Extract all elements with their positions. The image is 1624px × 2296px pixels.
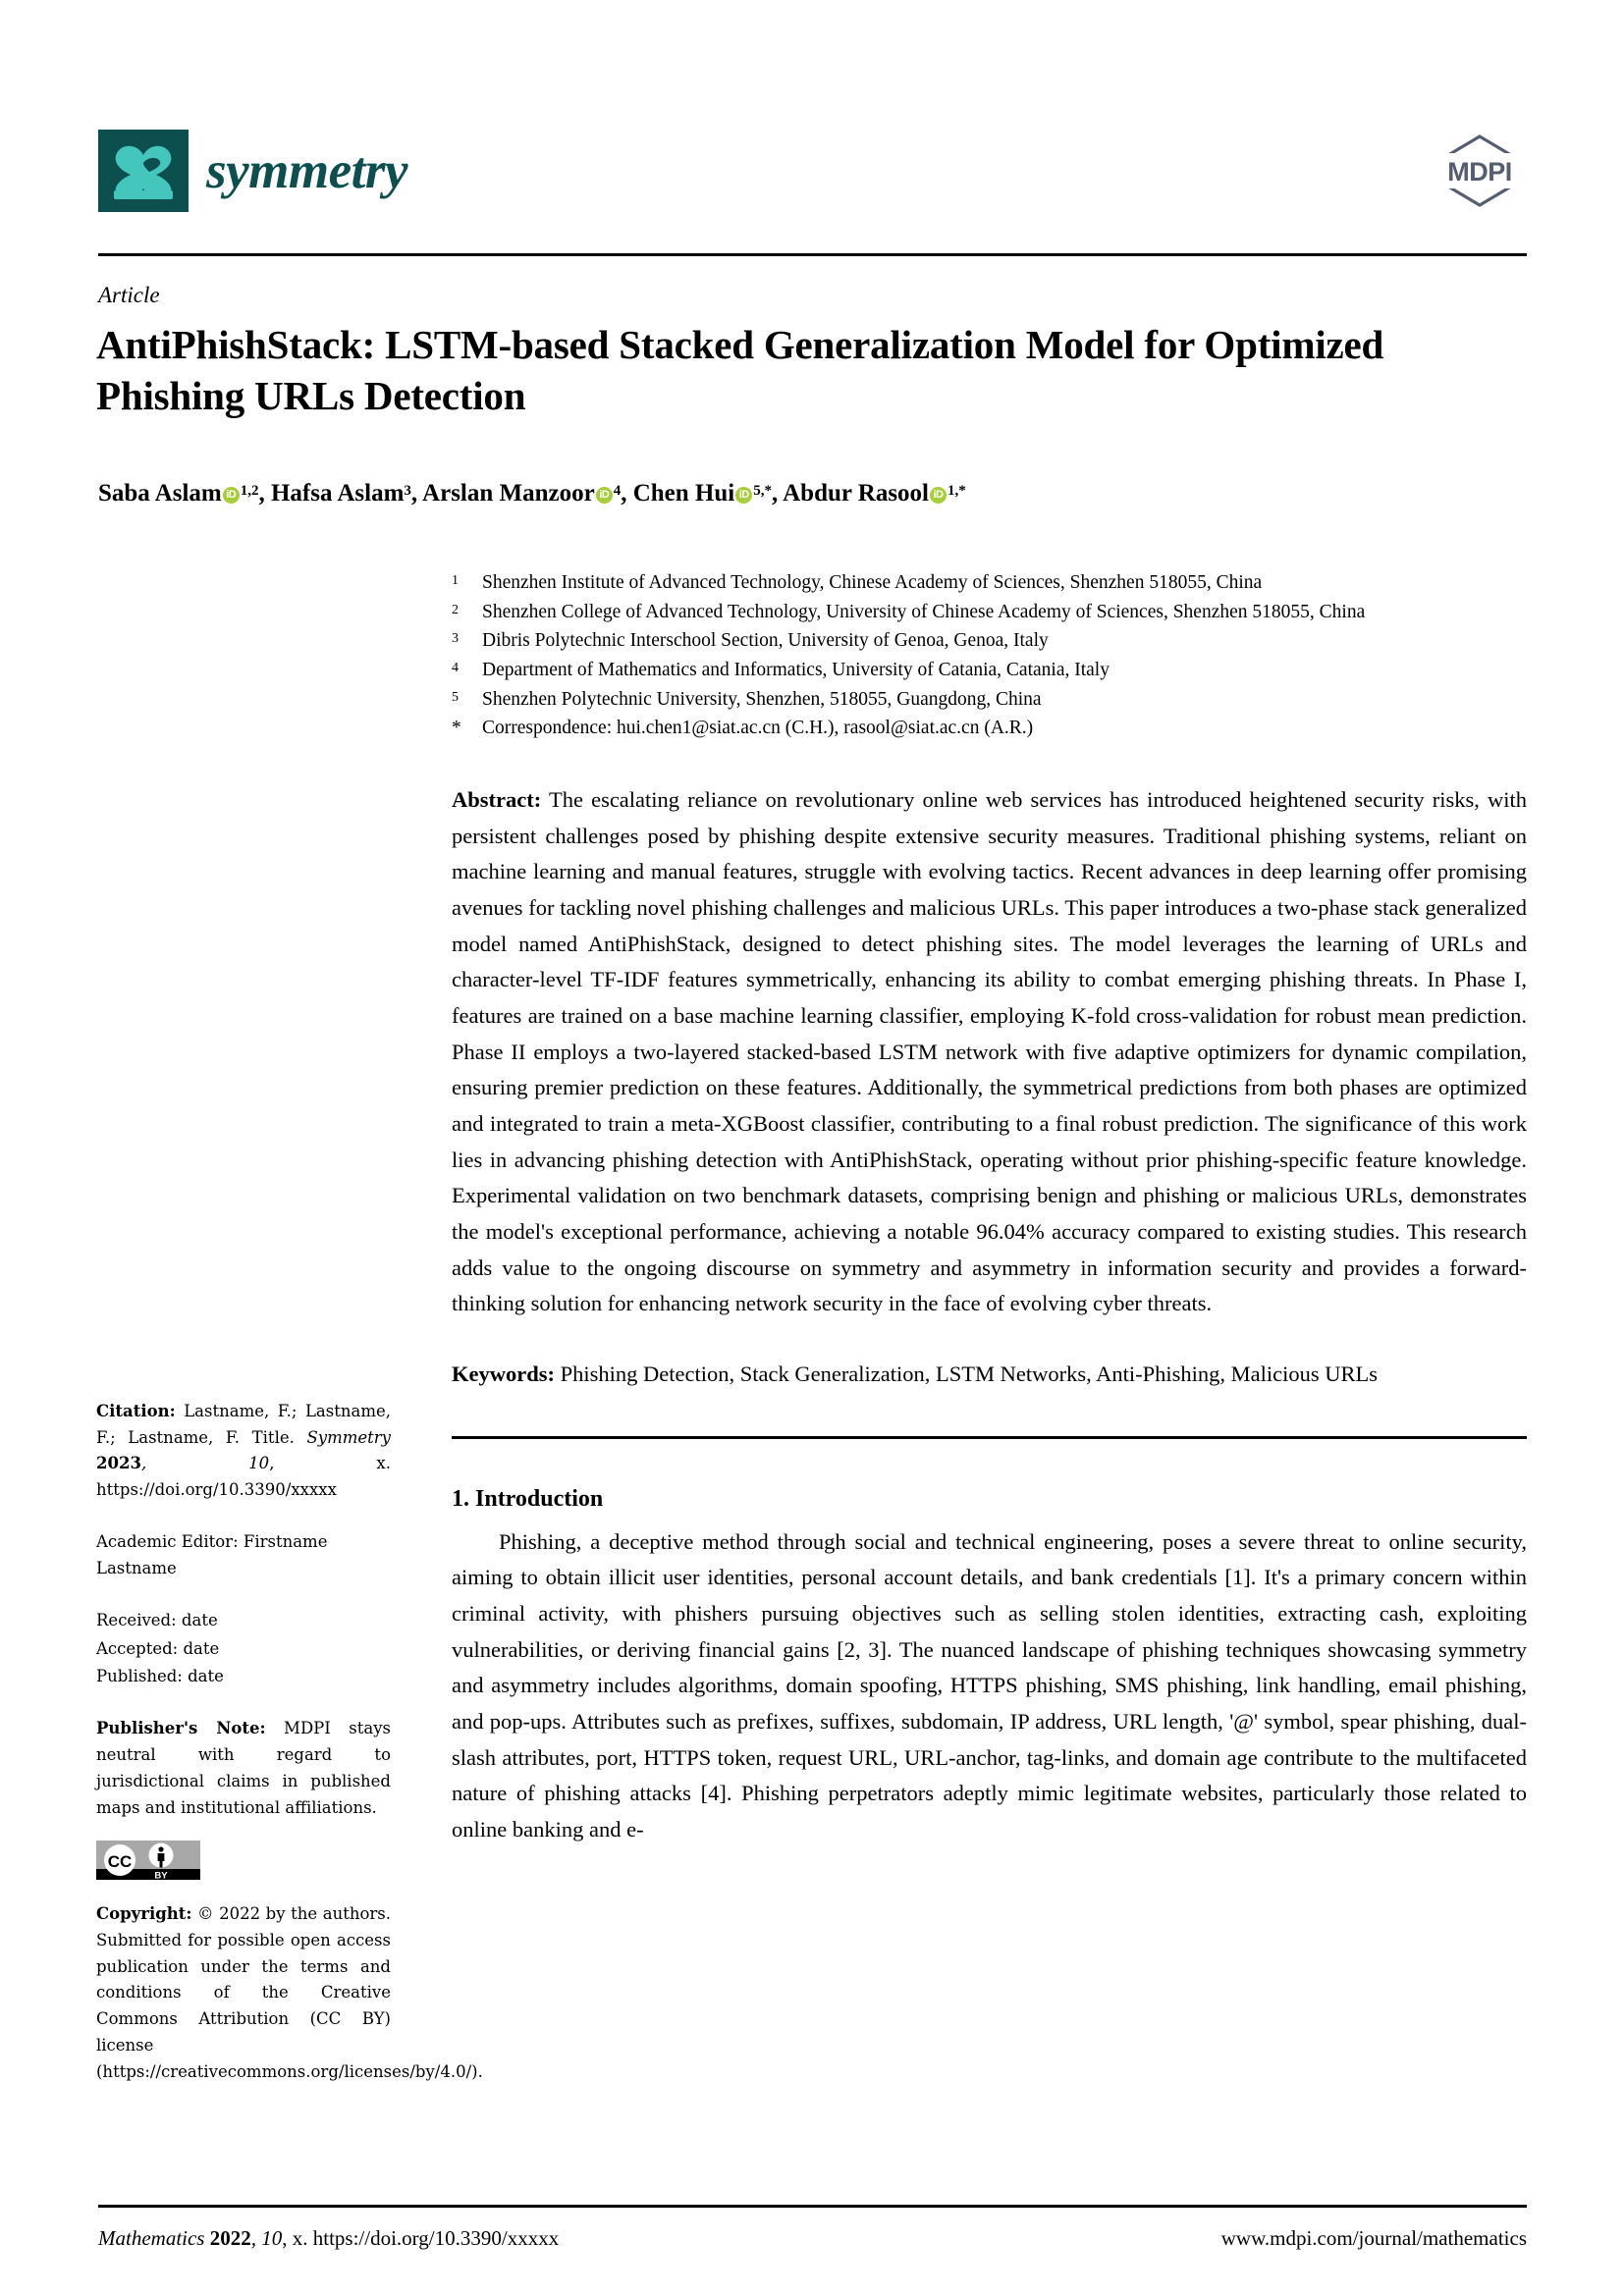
citation-year: 2023 — [96, 1454, 141, 1473]
author-affiliation-marker: 4 — [613, 483, 622, 499]
cc-by-license-icon — [96, 1841, 200, 1880]
sidebar — [96, 1399, 483, 2110]
footer-url[interactable]: www.mdpi.com/journal/mathematics — [1220, 2226, 1527, 2250]
author-affiliation-marker: 1,2 — [240, 483, 259, 499]
citation-doi: , x. https://doi.org/10.3390/xxxxx — [96, 1454, 391, 1500]
article-type-label: Article — [98, 283, 160, 307]
affiliation-marker: 1 — [452, 573, 459, 588]
section-divider — [452, 1436, 1527, 1439]
keywords-label: Keywords: — [452, 1362, 555, 1387]
svg-text:MDPI: MDPI — [1447, 157, 1512, 187]
masthead — [98, 130, 1527, 212]
publisher-note-label: Publisher's Note: — [96, 1719, 266, 1738]
citation-volume: , 10 — [140, 1454, 270, 1473]
orcid-icon[interactable]: iD — [930, 487, 947, 504]
affiliation-row — [452, 599, 1527, 627]
introduction-paragraph: Phishing, a deceptive method through social and technical engineering, poses a severe threat to online security, aiming to obtain illicit user identities, personal account details, and bank credentials [1]. It's a primary concern within criminal activity, with phishers pursuing objectives such as selling stolen identities, extracting cash, exploiting vulnerabilities, or deriving financial gains [2, 3]. The nuanced landscape of phishing techniques showcasing symmetry and asymmetry includes algorithms, domain spoofing, HTTPS phishing, SMS phishing, link handling, email phishing, and pop-ups. Attributes such as prefixes, suffixes, subdomain, IP address, URL length, '@' symbol, spear phishing, dual-slash attributes, port, HTTPS token, request URL, URL-anchor, tag-links, and domain age contribute to the multifaceted nature of phishing attacks [4]. Phishing perpetrators adeptly mimic legitimate websites, particularly those related to online banking and e- — [452, 1528, 1527, 1842]
published-date: Published: date — [96, 1667, 224, 1686]
copyright-block — [96, 1901, 483, 2085]
affiliation-text: Shenzhen Polytechnic University, Shenzhen, 518055, Guangdong, China — [482, 688, 1042, 710]
author-name: Chen Hui — [632, 480, 735, 507]
orcid-icon[interactable]: iD — [735, 487, 752, 504]
page-footer — [98, 2226, 1527, 2251]
citation-authors: Lastname, F.; Lastname, F.; Lastname, F. Title. — [96, 1402, 391, 1447]
footer-year: 2022 — [204, 2226, 251, 2250]
header-divider — [98, 253, 1527, 256]
affiliation-marker: 3 — [452, 631, 459, 647]
affiliation-text: Shenzhen Institute of Advanced Technology, Chinese Academy of Sciences, Shenzhen 518055, China — [482, 572, 1263, 593]
copyright-text: © 2022 by the authors. Submitted for possible open access publication under the terms and conditions of the Creative Commons Attribution (CC BY) license (https://creativecommons.org/licenses/by/4.0/). — [96, 1904, 483, 2081]
copyright-label: Copyright: — [96, 1904, 192, 1924]
footer-doi: , x. https://doi.org/10.3390/xxxxx — [282, 2226, 560, 2250]
affiliation-text: Correspondence: hui.chen1@siat.ac.cn (C.H.), rasool@siat.ac.cn (A.R.) — [482, 718, 1034, 739]
accepted-date: Accepted: date — [96, 1638, 220, 1658]
keywords-section — [452, 1357, 1527, 1393]
affiliation-marker: 4 — [452, 660, 459, 675]
abstract-label: Abstract: — [452, 786, 542, 812]
affiliation-text: Dibris Polytechnic Interschool Section, University of Genoa, Genoa, Italy — [482, 630, 1049, 652]
page-title: AntiPhishStack: LSTM-based Stacked Generalization Model for Optimized Phishing URLs Detection — [96, 322, 1384, 419]
introduction-heading: 1. Introduction — [452, 1485, 604, 1512]
citation-block — [96, 1399, 391, 1504]
citation-journal: Symmetry — [306, 1427, 391, 1447]
affiliation-marker: * — [452, 718, 461, 739]
footer-divider — [98, 2205, 1527, 2208]
abstract-section — [452, 782, 1527, 1322]
keywords-text: Phishing Detection, Stack Generalization, LSTM Networks, Anti-Phishing, Malicious URLs — [560, 1362, 1379, 1387]
svg-text:CC: CC — [107, 1852, 133, 1872]
affiliation-row — [452, 657, 1527, 685]
affiliation-row — [452, 686, 1527, 715]
footer-volume: , 10 — [250, 2226, 283, 2250]
symmetry-mark-icon — [98, 130, 189, 212]
affiliation-text: Department of Mathematics and Informatics, University of Catania, Catania, Italy — [482, 659, 1110, 680]
abstract-text: The escalating reliance on revolutionary online web services has introduced heightened security risks, with persistent challenges posed by phishing despite extensive security measures. Traditional phishing systems, reliant on machine learning and manual features, struggle with evolving tactics. Recent advances in deep learning offer promising avenues for tackling novel phishing challenges and malicious URLs. This paper introduces a two-phase stack generalized model named AntiPhishStack, designed to detect phishing sites. The model leverages the learning of URLs and character-level TF-IDF features symmetrically, enhancing its ability to combat emerging phishing threats. In Phase I, features are trained on a base machine learning classifier, employing K-fold cross-validation for robust mean prediction. Phase II employs a two-layered stacked-based LSTM network with five adaptive optimizers for dynamic compilation, ensuring premier prediction on these features. Additionally, the symmetrical predictions from both phases are optimized and integrated to train a meta-XGBoost classifier, contributing to a final robust prediction. The significance of this work lies in advancing phishing detection with AntiPhishStack, operating without prior phishing-specific feature knowledge. Experimental validation on two benchmark datasets, comprising benign and phishing or malicious URLs, demonstrates the model's exceptional performance, achieving a notable 96.04% accuracy compared to existing studies. This research adds value to the ongoing discourse on symmetry and asymmetry in information security and provides a forward-thinking solution for enhancing network security in the face of evolving cyber threats. — [452, 786, 1528, 1316]
journal-name: symmetry — [206, 141, 407, 199]
author-name: Hafsa Aslam — [270, 480, 405, 507]
author-name: Abdur Rasool — [783, 480, 929, 507]
mdpi-logo-icon — [1433, 132, 1527, 210]
main-column — [452, 569, 1527, 1848]
journal-logo — [98, 130, 407, 212]
orcid-icon[interactable]: iD — [596, 487, 613, 504]
affiliation-row — [452, 627, 1527, 656]
publisher-note-text: MDPI stays neutral with regard to jurisdictional claims in published maps and institutional affiliations. — [96, 1719, 391, 1817]
citation-label: Citation: — [96, 1402, 176, 1420]
affiliation-marker: 5 — [452, 689, 459, 705]
author-list: Saba Aslam iD $^{1,2}$, Hafsa Aslam$^3$, Arslan Manzoor iD $^4$, Chen Hui iD $^{5,*}$, Abdur Rasool iD $^{1,*}$ — [98, 480, 966, 507]
footer-citation — [98, 2226, 559, 2251]
author-name: Saba Aslam — [98, 480, 222, 507]
svg-text:BY: BY — [154, 1870, 168, 1881]
author-affiliation-marker: 3 — [404, 483, 411, 499]
affiliation-row — [452, 715, 1527, 743]
affiliation-marker: 2 — [452, 602, 459, 617]
orcid-icon[interactable]: iD — [223, 487, 240, 504]
affiliation-row — [452, 569, 1527, 598]
author-name: Arslan Manzoor — [422, 480, 595, 507]
date-block — [96, 1607, 391, 1690]
footer-journal: Mathematics — [98, 2226, 205, 2250]
author-affiliation-marker: 1,* — [947, 483, 966, 499]
affiliation-list — [452, 569, 1527, 743]
received-date: Received: date — [96, 1611, 218, 1630]
author-affiliation-marker: 5,* — [753, 483, 772, 499]
academic-editor: Academic Editor: Firstname Lastname — [96, 1531, 328, 1577]
publisher-note — [96, 1716, 391, 1821]
affiliation-text: Shenzhen College of Advanced Technology, University of Chinese Academy of Sciences, Shenzhen 518055, China — [482, 601, 1366, 622]
